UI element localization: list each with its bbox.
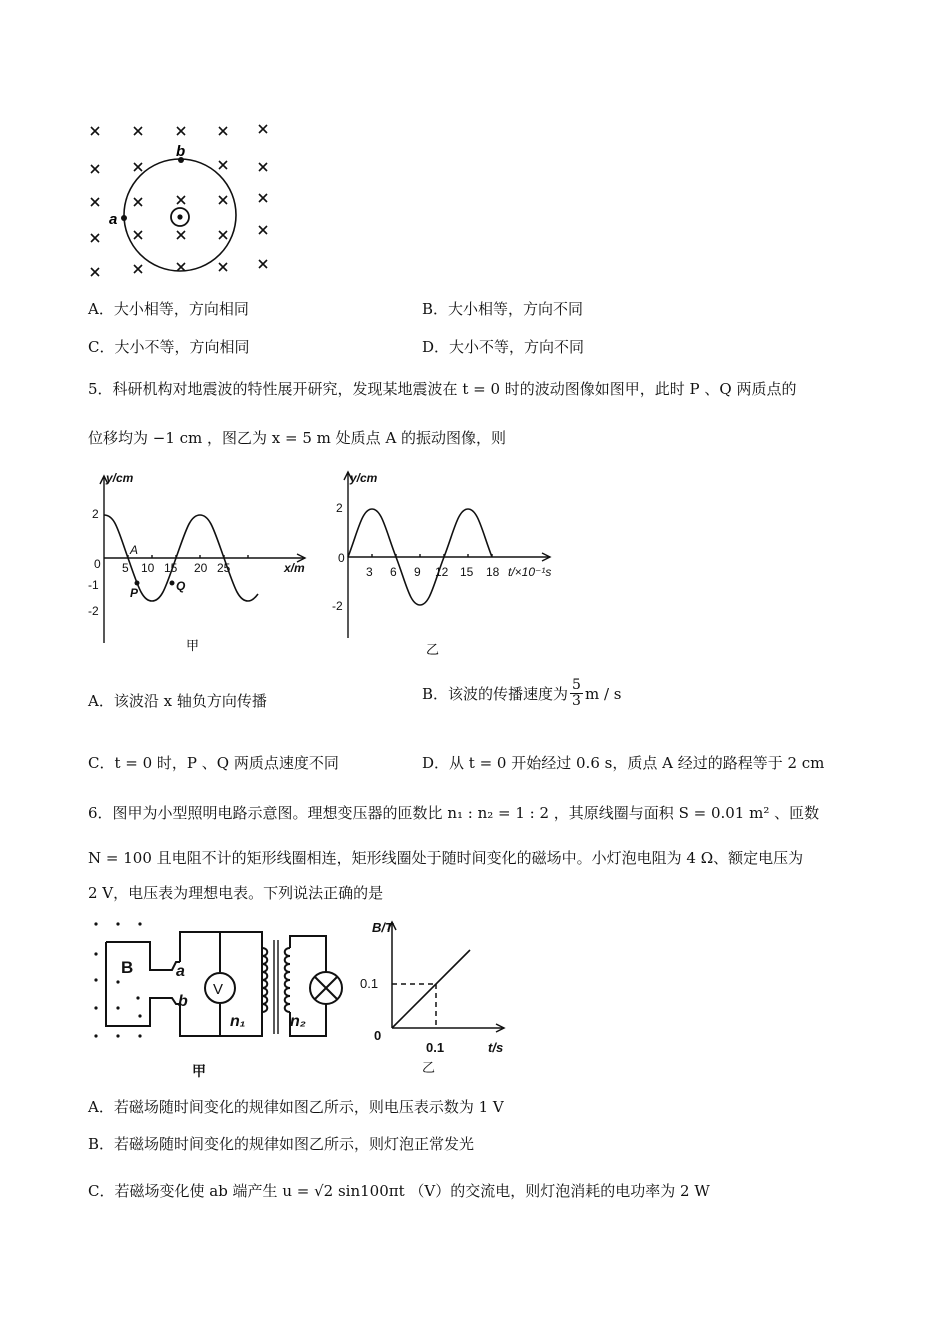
xtick-12: 12 <box>435 565 449 579</box>
xlabel: t/s <box>488 1040 504 1055</box>
q4-option-d: D．大小不等，方向不同 <box>422 338 585 356</box>
label-n2: n₂ <box>290 1013 306 1030</box>
ytick-2: 2 <box>336 501 343 515</box>
xlabel: x/m <box>284 561 305 575</box>
q6-stem-line1: 6．图甲为小型照明电路示意图。理想变压器的匝数比 n₁ : n₂ = 1 : 2 ，其原线圈与面积 S = 0.01 m² 、匝数 <box>88 804 820 822</box>
xtick-18: 18 <box>486 565 500 579</box>
xtick-5: 5 <box>122 561 129 575</box>
label-P: P <box>130 586 139 600</box>
ytick-neg2: -2 <box>332 599 343 613</box>
xtick-6: 6 <box>390 565 397 579</box>
xtick-9: 9 <box>414 565 421 579</box>
ylabel: y/cm <box>350 471 378 485</box>
q5-option-b-prefix: B．该波的传播速度为 <box>422 685 569 704</box>
xtick-15: 15 <box>164 561 178 575</box>
q6-bt-graph-yi <box>358 916 518 1081</box>
q6-option-a: A．若磁场随时间变化的规律如图乙所示，则电压表示数为 1 V <box>88 1098 504 1116</box>
q6-stem-line2: N = 100 且电阻不计的矩形线圈相连，矩形线圈处于随时间变化的磁场中。小灯泡电阻为 4 Ω、额定电压为 <box>88 849 804 867</box>
q5-option-b-fraction <box>570 678 583 710</box>
xlabel: t/×10⁻¹s <box>508 565 552 579</box>
point-a <box>121 215 127 221</box>
q6-circuit-figure <box>80 918 350 1083</box>
q5-option-d: D．从 t = 0 开始经过 0.6 s，质点 A 经过的路程等于 2 cm <box>422 754 825 772</box>
q5-option-b-unit: m / s <box>584 684 622 703</box>
q6-option-b: B．若磁场随时间变化的规律如图乙所示，则灯泡正常发光 <box>88 1135 475 1153</box>
caption-jia: 甲 <box>192 1063 206 1079</box>
q4-option-a: A．大小相等，方向相同 <box>88 300 249 318</box>
b-line <box>392 950 470 1028</box>
q5-vibration-graph-yi <box>322 468 582 668</box>
xtick-15: 15 <box>460 565 474 579</box>
ytick-2: 2 <box>92 507 99 521</box>
caption-yi: 乙 <box>426 642 440 657</box>
label-b: b <box>178 993 188 1010</box>
label-n1: n₁ <box>230 1013 246 1030</box>
point-Q <box>170 581 175 586</box>
field-dots <box>94 922 141 1037</box>
label-A: A <box>130 543 139 557</box>
ytick-0: 0 <box>338 551 345 565</box>
xtick-3: 3 <box>366 565 373 579</box>
ytick-neg1: -1 <box>88 578 99 592</box>
fraction-numerator: 5 <box>572 677 581 693</box>
origin-label: 0 <box>374 1028 382 1043</box>
q4-option-b: B．大小相等，方向不同 <box>422 300 584 318</box>
ylabel: y/cm <box>106 471 134 485</box>
q6-option-c: C．若磁场变化使 ab 端产生 u = √2 sin100πt （V）的交流电，则灯泡消耗的电功率为 2 W <box>88 1182 710 1200</box>
ylabel: B/T <box>372 920 393 935</box>
q5-stem-line1: 5．科研机构对地震波的特性展开研究，发现某地震波在 t = 0 时的波动图像如图甲，此时 P 、Q 两质点的 <box>88 380 797 398</box>
ytick-neg2: -2 <box>88 604 99 618</box>
caption-yi: 乙 <box>422 1060 436 1075</box>
q5-wave-graph-jia <box>80 468 320 658</box>
coil-lower <box>106 942 180 1026</box>
q4-magnetic-field-figure <box>80 118 280 283</box>
q6-stem-line3: 2 V，电压表为理想电表。下列说法正确的是 <box>88 884 384 902</box>
q5-option-a: A．该波沿 x 轴负方向传播 <box>88 692 267 710</box>
fraction-denominator: 3 <box>572 693 581 710</box>
label-a: a <box>176 963 185 980</box>
secondary-coil <box>285 948 290 1012</box>
q5-option-b <box>422 678 621 710</box>
label-b: b <box>176 143 186 160</box>
point-P <box>135 581 140 586</box>
xtick-25: 25 <box>217 561 231 575</box>
xtick-20: 20 <box>194 561 208 575</box>
q5-option-c: C．t = 0 时，P 、Q 两质点速度不同 <box>88 754 339 772</box>
label-Q: Q <box>176 579 186 593</box>
voltmeter-label: V <box>213 981 224 998</box>
ytick: 0.1 <box>360 976 379 991</box>
ytick-0: 0 <box>94 557 101 571</box>
label-B: B <box>121 958 134 977</box>
coil-upper <box>106 942 180 970</box>
label-a: a <box>109 211 118 228</box>
caption-jia: 甲 <box>186 638 200 653</box>
q5-stem-line2: 位移均为 −1 cm ，图乙为 x = 5 m 处质点 A 的振动图像，则 <box>88 429 507 447</box>
xtick-10: 10 <box>141 561 155 575</box>
xtick: 0.1 <box>426 1040 445 1055</box>
q4-option-c: C．大小不等，方向相同 <box>88 338 250 356</box>
